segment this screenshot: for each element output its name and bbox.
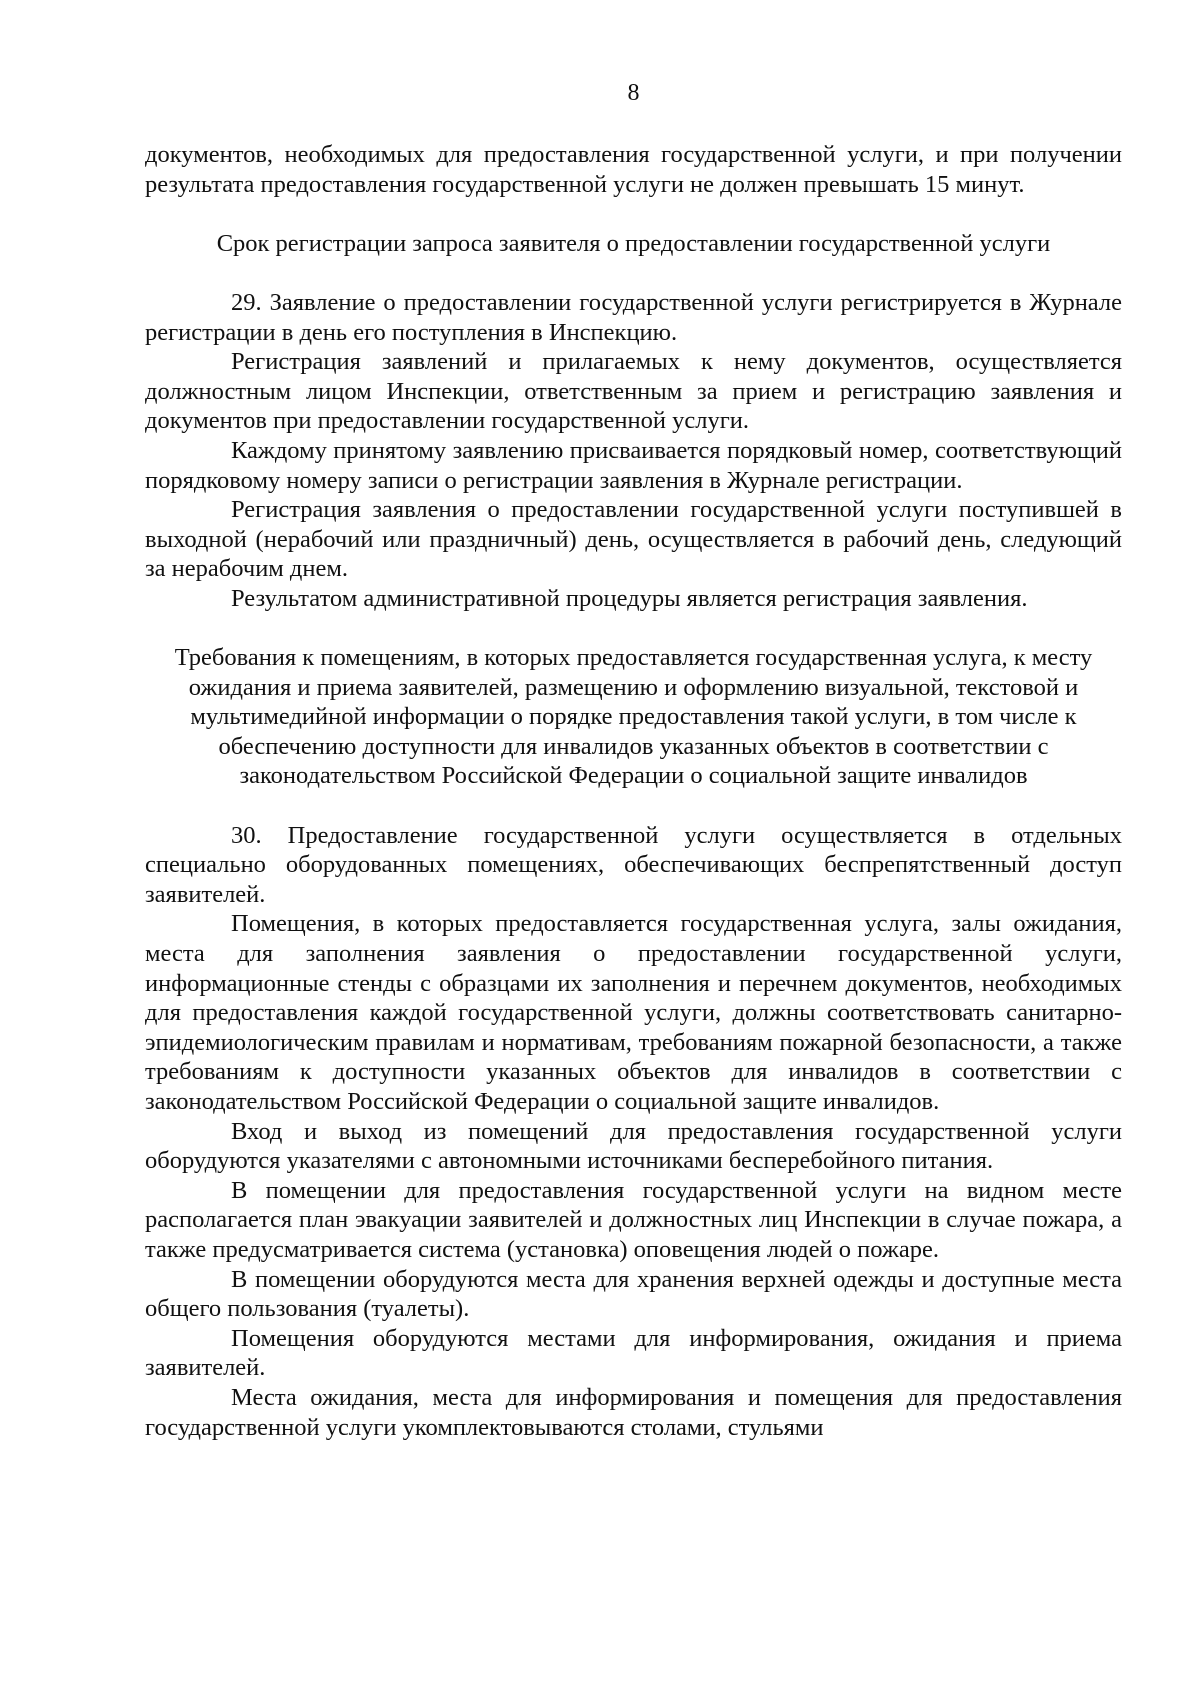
- paragraph-29: 29. Заявление о предоставлении государственной услуги регистрируется в Журнале регистрации в день его поступления в Инспекцию.: [145, 288, 1122, 346]
- paragraph-furniture: Места ожидания, места для информирования и помещения для предоставления государственной услуги укомплектовываются столами, стульями: [145, 1383, 1122, 1441]
- paragraph-registration-official: Регистрация заявлений и прилагаемых к нему документов, осуществляется должностным лицом Инспекции, ответственным за прием и регистрацию заявления и документов при предоставлении государственной услуги.: [145, 348, 1122, 435]
- paragraph-premises-requirements: Помещения, в которых предоставляется государственная услуга, залы ожидания, места для заполнения заявления о предоставлении государственной услуги, информационные стенды с образцами их заполнения и перечнем документов, необходимых для предоставления каждой государственной услуги, должны соответствовать санитарно-эпидемиологическим правилам и нормативам, требованиям пожарной безопасности, а также требованиям к доступности указанных объектов для инвалидов в соответствии с законодательством Российской Федерации о социальной защите инвалидов.: [145, 910, 1122, 1115]
- paragraph-waiting-areas: Помещения оборудуются местами для информирования, ожидания и приема заявителей.: [145, 1324, 1122, 1382]
- paragraph-evacuation-plan: В помещении для предоставления государственной услуги на видном месте располагается план эвакуации заявителей и должностных лиц Инспекции в случае пожара, а также предусматривается система (установка) оповещения людей о пожаре.: [145, 1176, 1122, 1263]
- paragraph-continuation: документов, необходимых для предоставления государственной услуги, и при получении результата предоставления государственной услуги не должен превышать 15 минут.: [145, 141, 1122, 198]
- paragraph-holiday-registration: Регистрация заявления о предоставлении государственной услуги поступившей в выходной (нерабочий или праздничный) день, осуществляется в рабочий день, следующий за нерабочим днем.: [145, 496, 1122, 583]
- spacer: [145, 199, 1122, 229]
- spacer: [145, 791, 1122, 821]
- spacer: [145, 614, 1122, 644]
- paragraph-30: 30. Предоставление государственной услуги осуществляется в отдельных специально оборудованных помещениях, обеспечивающих беспрепятственный доступ заявителей.: [145, 821, 1122, 908]
- paragraph-sequence-number: Каждому принятому заявлению присваивается порядковый номер, соответствующий порядковому номеру записи о регистрации заявления в Журнале регистрации.: [145, 436, 1122, 494]
- section-heading-premises: Требования к помещениям, в которых предоставляется государственная услуга, к месту ожидания и приема заявителей, размещению и оформлению визуальной, текстовой и мультимедийной информации о порядке предоставления такой услуги, в том числе к обеспечению доступности для инвалидов указанных объектов в соответствии с законодательством Российской Федерации о социальной защите инвалидов: [174, 644, 1093, 790]
- page-number: 8: [627, 80, 640, 106]
- paragraph-entrance-exit: Вход и выход из помещений для предоставления государственной услуги оборудуются указателями с автономными источниками бесперебойного питания.: [145, 1117, 1122, 1175]
- spacer: [145, 258, 1122, 288]
- paragraph-procedure-result: Результатом административной процедуры является регистрация заявления.: [231, 584, 1028, 612]
- section-heading-registration: Срок регистрации запроса заявителя о предоставлении государственной услуги: [216, 229, 1051, 257]
- paragraph-cloakroom: В помещении оборудуются места для хранения верхней одежды и доступные места общего пользования (туалеты).: [145, 1265, 1122, 1323]
